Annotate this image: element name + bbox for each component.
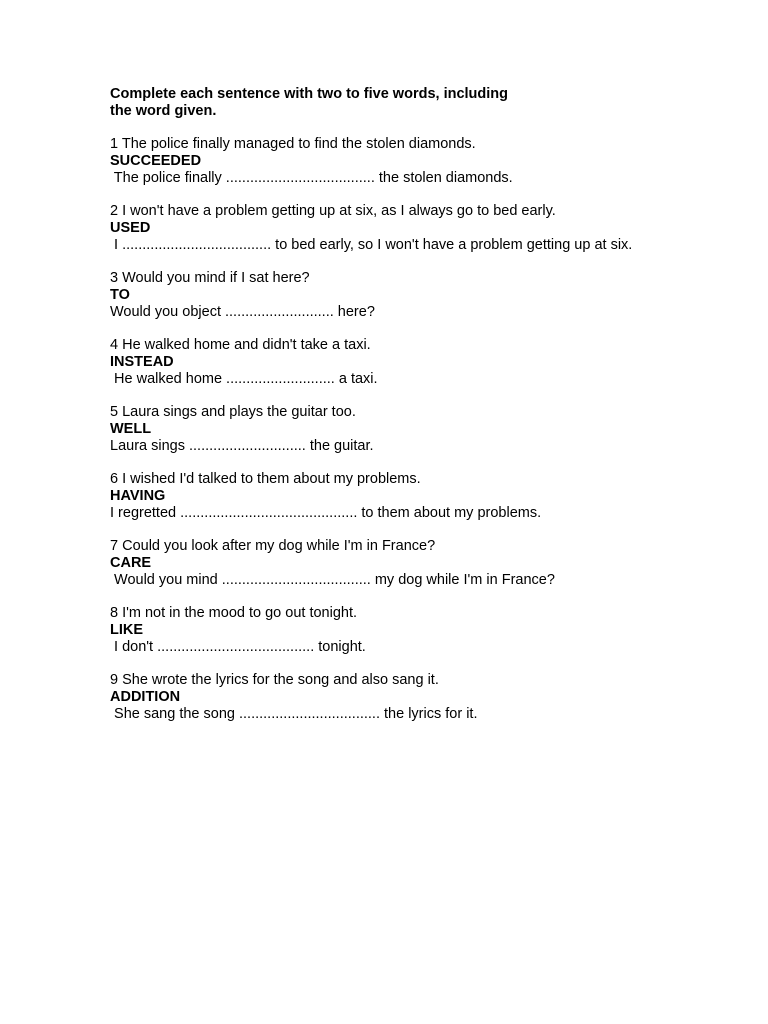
exercise-sentence: 5 Laura sings and plays the guitar too.: [110, 404, 356, 420]
exercise-keyword: ADDITION: [110, 689, 181, 705]
instructions-line: Complete each sentence with two to five words, including: [110, 86, 508, 102]
exercise-keyword: HAVING: [110, 488, 166, 504]
exercise-item-1: [110, 136, 710, 187]
exercise-item-8: [110, 605, 710, 656]
exercise-answer-line: She sang the song ................................... the lyrics for it.: [110, 706, 478, 722]
exercise-sentence: 7 Could you look after my dog while I'm in France?: [110, 538, 436, 554]
exercise-item-4: [110, 337, 710, 388]
exercise-item-3: [110, 270, 710, 321]
exercise-keyword: WELL: [110, 421, 152, 437]
exercise-answer-line: I regretted ............................................ to them about my problems.: [110, 505, 542, 521]
exercise-answer-line: I ..................................... to bed early, so I won't have a problem getting up at six.: [110, 237, 633, 253]
exercise-sentence: 1 The police finally managed to find the stolen diamonds.: [110, 136, 476, 152]
exercise-keyword: USED: [110, 220, 151, 236]
exercise-answer-line: He walked home ........................... a taxi.: [110, 371, 378, 387]
exercise-answer-line: Laura sings ............................. the guitar.: [110, 438, 374, 454]
instructions: [110, 86, 710, 120]
exercise-sentence: 3 Would you mind if I sat here?: [110, 270, 310, 286]
instructions-line: the word given.: [110, 103, 217, 119]
exercise-item-2: [110, 203, 710, 254]
exercise-answer-line: The police finally ..................................... the stolen diamonds.: [110, 170, 513, 186]
exercise-item-9: [110, 672, 710, 723]
exercise-sentence: 4 He walked home and didn't take a taxi.: [110, 337, 371, 353]
exercise-keyword: LIKE: [110, 622, 144, 638]
exercise-answer-line: Would you object ........................... here?: [110, 304, 375, 320]
exercise-keyword: CARE: [110, 555, 152, 571]
exercise-sentence: 8 I'm not in the mood to go out tonight.: [110, 605, 358, 621]
exercise-item-5: [110, 404, 710, 455]
exercise-keyword: TO: [110, 287, 130, 303]
exercise-sentence: 6 I wished I'd talked to them about my problems.: [110, 471, 421, 487]
worksheet-page: [110, 86, 710, 739]
exercise-keyword: INSTEAD: [110, 354, 174, 370]
exercise-sentence: 2 I won't have a problem getting up at six, as I always go to bed early.: [110, 203, 556, 219]
exercise-answer-line: I don't ....................................... tonight.: [110, 639, 366, 655]
exercise-item-6: [110, 471, 710, 522]
exercise-sentence: 9 She wrote the lyrics for the song and also sang it.: [110, 672, 439, 688]
exercise-answer-line: Would you mind ..................................... my dog while I'm in France?: [110, 572, 555, 588]
exercise-keyword: SUCCEEDED: [110, 153, 202, 169]
exercise-item-7: [110, 538, 710, 589]
